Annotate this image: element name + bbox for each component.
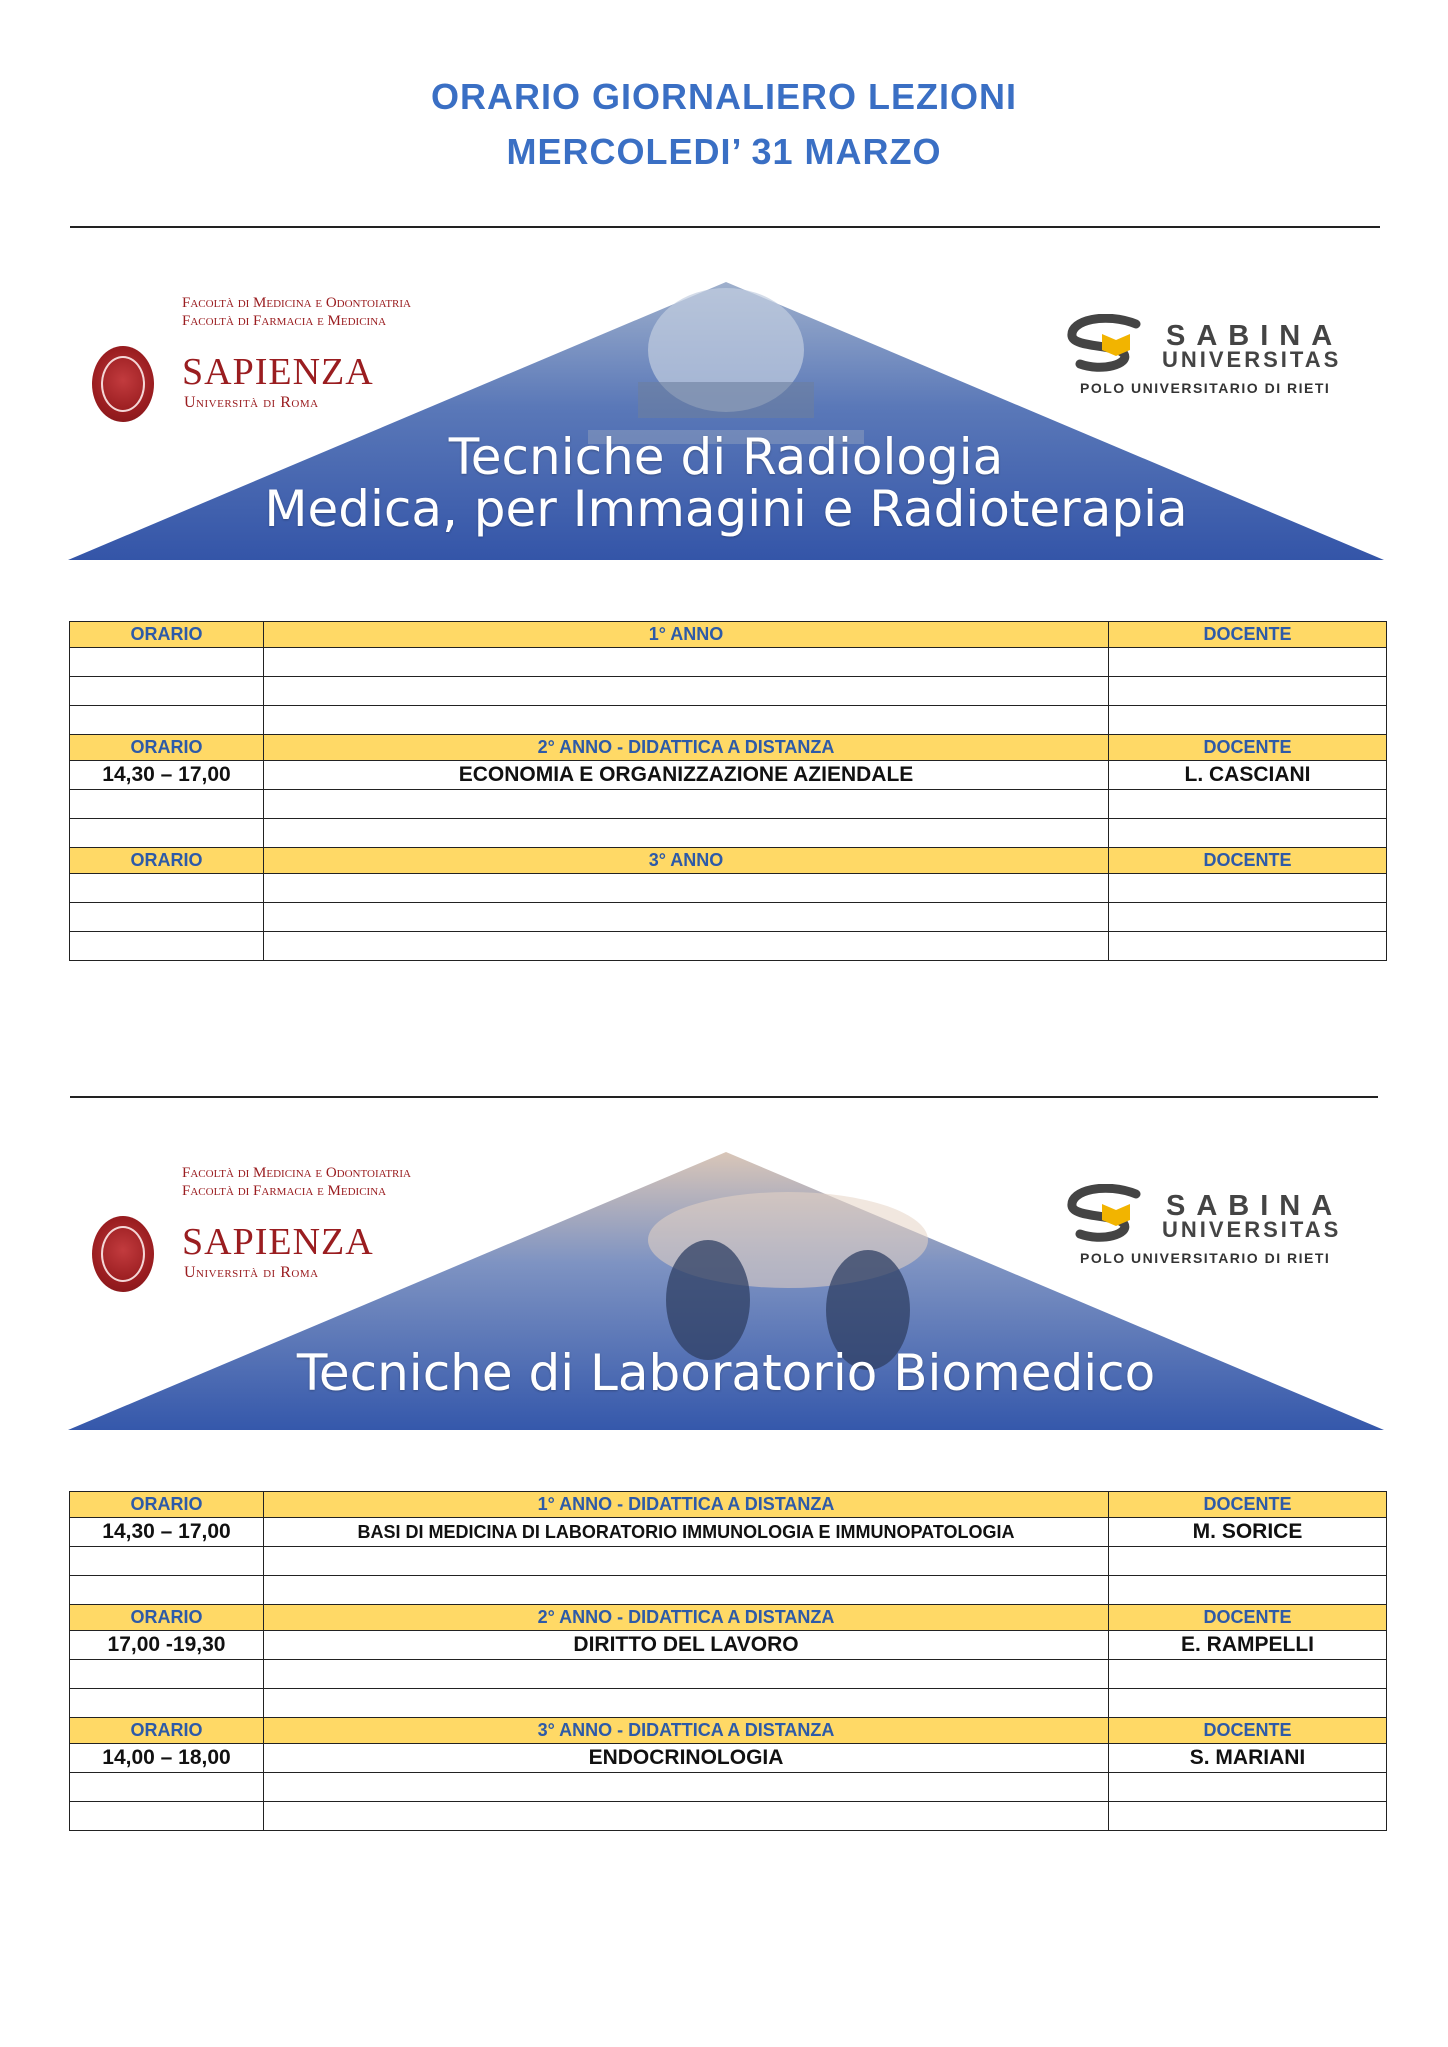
sabina-universitas: UNIVERSITAS <box>1162 347 1342 372</box>
cell-docente <box>1109 932 1387 961</box>
col-orario: ORARIO <box>70 1718 264 1744</box>
sabina-polo: POLO UNIVERSITARIO DI RIETI <box>1080 1250 1331 1266</box>
faculty-names <box>182 1164 411 1200</box>
cell-orario: 14,00 – 18,00 <box>70 1744 264 1773</box>
cell-orario <box>70 706 264 735</box>
sapienza-seal-icon <box>92 346 154 422</box>
col-docente: DOCENTE <box>1109 622 1387 648</box>
cell-docente <box>1109 1802 1387 1831</box>
cell-docente: E. RAMPELLI <box>1109 1631 1387 1660</box>
cell-orario: 14,30 – 17,00 <box>70 1518 264 1547</box>
course-title-line-1: Tecniche di Radiologia <box>448 428 1004 486</box>
col-anno: 1° ANNO - DIDATTICA A DISTANZA <box>264 1492 1109 1518</box>
schedule-radiologia <box>69 621 1387 961</box>
faculty-names <box>182 294 411 330</box>
table-row <box>70 1576 1387 1605</box>
cell-corso <box>264 1576 1109 1605</box>
table-row <box>70 1744 1387 1773</box>
table-row <box>70 1547 1387 1576</box>
faculty-line-1: Facoltà di Medicina e Odontoiatria <box>182 295 411 311</box>
cell-orario <box>70 648 264 677</box>
col-anno: 3° ANNO <box>264 848 1109 874</box>
sapienza-logo-text: SAPIENZA <box>182 351 374 393</box>
cell-corso <box>264 874 1109 903</box>
cell-corso <box>264 1773 1109 1802</box>
cell-orario <box>70 819 264 848</box>
faculty-line-2: Facoltà di Farmacia e Medicina <box>182 313 387 329</box>
banner-radiologia <box>68 280 1384 560</box>
cell-orario <box>70 932 264 961</box>
banner-laboratorio <box>68 1150 1384 1430</box>
cell-orario <box>70 1660 264 1689</box>
sabina-name: SABINA <box>1166 320 1344 352</box>
cell-corso <box>264 1660 1109 1689</box>
cell-orario <box>70 1576 264 1605</box>
col-anno: 2° ANNO - DIDATTICA A DISTANZA <box>264 735 1109 761</box>
col-orario: ORARIO <box>70 622 264 648</box>
cell-docente <box>1109 1660 1387 1689</box>
cell-docente <box>1109 648 1387 677</box>
cell-docente <box>1109 819 1387 848</box>
cell-docente <box>1109 1773 1387 1802</box>
schedule-laboratorio <box>69 1491 1387 1831</box>
col-anno: 1° ANNO <box>264 622 1109 648</box>
cell-docente <box>1109 903 1387 932</box>
cell-docente: M. SORICE <box>1109 1518 1387 1547</box>
cell-docente: L. CASCIANI <box>1109 761 1387 790</box>
cell-orario <box>70 1689 264 1718</box>
cell-corso <box>264 648 1109 677</box>
divider-top <box>70 226 1380 228</box>
cell-orario: 17,00 -19,30 <box>70 1631 264 1660</box>
table-row <box>70 874 1387 903</box>
cell-docente <box>1109 1689 1387 1718</box>
cell-corso <box>264 1547 1109 1576</box>
sapienza-logo-text: SAPIENZA <box>182 1221 374 1263</box>
table-row <box>70 648 1387 677</box>
sabina-universitas: UNIVERSITAS <box>1162 1217 1342 1242</box>
cell-corso <box>264 1802 1109 1831</box>
faculty-line-2: Facoltà di Farmacia e Medicina <box>182 1183 387 1199</box>
col-orario: ORARIO <box>70 848 264 874</box>
table-header-year1 <box>70 1492 1387 1518</box>
col-anno: 3° ANNO - DIDATTICA A DISTANZA <box>264 1718 1109 1744</box>
sabina-polo: POLO UNIVERSITARIO DI RIETI <box>1080 380 1331 396</box>
table-row <box>70 1631 1387 1660</box>
table-row <box>70 1660 1387 1689</box>
table-row <box>70 706 1387 735</box>
cell-corso <box>264 790 1109 819</box>
col-docente: DOCENTE <box>1109 735 1387 761</box>
cell-orario <box>70 1547 264 1576</box>
sapienza-seal-icon <box>92 1216 154 1292</box>
col-docente: DOCENTE <box>1109 1718 1387 1744</box>
col-docente: DOCENTE <box>1109 848 1387 874</box>
cell-corso <box>264 1689 1109 1718</box>
cell-orario <box>70 1773 264 1802</box>
cell-docente <box>1109 677 1387 706</box>
cell-corso: DIRITTO DEL LAVORO <box>264 1631 1109 1660</box>
cell-orario: 14,30 – 17,00 <box>70 761 264 790</box>
table-header-year1 <box>70 622 1387 648</box>
table-header-year3 <box>70 848 1387 874</box>
cell-docente <box>1109 790 1387 819</box>
sabina-logo-icon <box>1066 314 1164 372</box>
sapienza-subtitle: Università di Roma <box>184 1264 319 1281</box>
col-anno: 2° ANNO - DIDATTICA A DISTANZA <box>264 1605 1109 1631</box>
cell-orario <box>70 677 264 706</box>
page-title: ORARIO GIORNALIERO LEZIONI <box>430 76 1017 117</box>
cell-orario <box>70 874 264 903</box>
cell-corso: BASI DI MEDICINA DI LABORATORIO IMMUNOLOGIA E IMMUNOPATOLOGIA <box>264 1518 1109 1547</box>
course-title-line-2: Medica, per Immagini e Radioterapia <box>264 480 1188 538</box>
table-header-year2 <box>70 1605 1387 1631</box>
cell-orario <box>70 790 264 819</box>
table-row <box>70 1689 1387 1718</box>
cell-corso <box>264 932 1109 961</box>
cell-orario <box>70 1802 264 1831</box>
divider-middle <box>70 1096 1378 1098</box>
course-title: Tecniche di Laboratorio Biomedico <box>296 1344 1156 1402</box>
table-row <box>70 903 1387 932</box>
table-row <box>70 1773 1387 1802</box>
col-docente: DOCENTE <box>1109 1492 1387 1518</box>
table-header-year2 <box>70 735 1387 761</box>
cell-docente <box>1109 1547 1387 1576</box>
table-row <box>70 819 1387 848</box>
col-orario: ORARIO <box>70 1492 264 1518</box>
cell-docente <box>1109 1576 1387 1605</box>
col-orario: ORARIO <box>70 1605 264 1631</box>
table-row <box>70 790 1387 819</box>
cell-docente <box>1109 874 1387 903</box>
sabina-logo-icon <box>1066 1184 1164 1242</box>
cell-docente: S. MARIANI <box>1109 1744 1387 1773</box>
cell-corso <box>264 903 1109 932</box>
cell-corso: ECONOMIA E ORGANIZZAZIONE AZIENDALE <box>264 761 1109 790</box>
faculty-line-1: Facoltà di Medicina e Odontoiatria <box>182 1165 411 1181</box>
cell-docente <box>1109 706 1387 735</box>
cell-corso: ENDOCRINOLOGIA <box>264 1744 1109 1773</box>
table-row <box>70 677 1387 706</box>
col-docente: DOCENTE <box>1109 1605 1387 1631</box>
sapienza-subtitle: Università di Roma <box>184 394 319 411</box>
table-row <box>70 761 1387 790</box>
cell-corso <box>264 677 1109 706</box>
cell-orario <box>70 903 264 932</box>
table-row <box>70 932 1387 961</box>
table-header-year3 <box>70 1718 1387 1744</box>
col-orario: ORARIO <box>70 735 264 761</box>
table-row <box>70 1802 1387 1831</box>
table-row <box>70 1518 1387 1547</box>
page-subtitle-date: MERCOLEDI’ 31 MARZO <box>506 131 942 172</box>
sabina-name: SABINA <box>1166 1190 1344 1222</box>
cell-corso <box>264 819 1109 848</box>
cell-corso <box>264 706 1109 735</box>
